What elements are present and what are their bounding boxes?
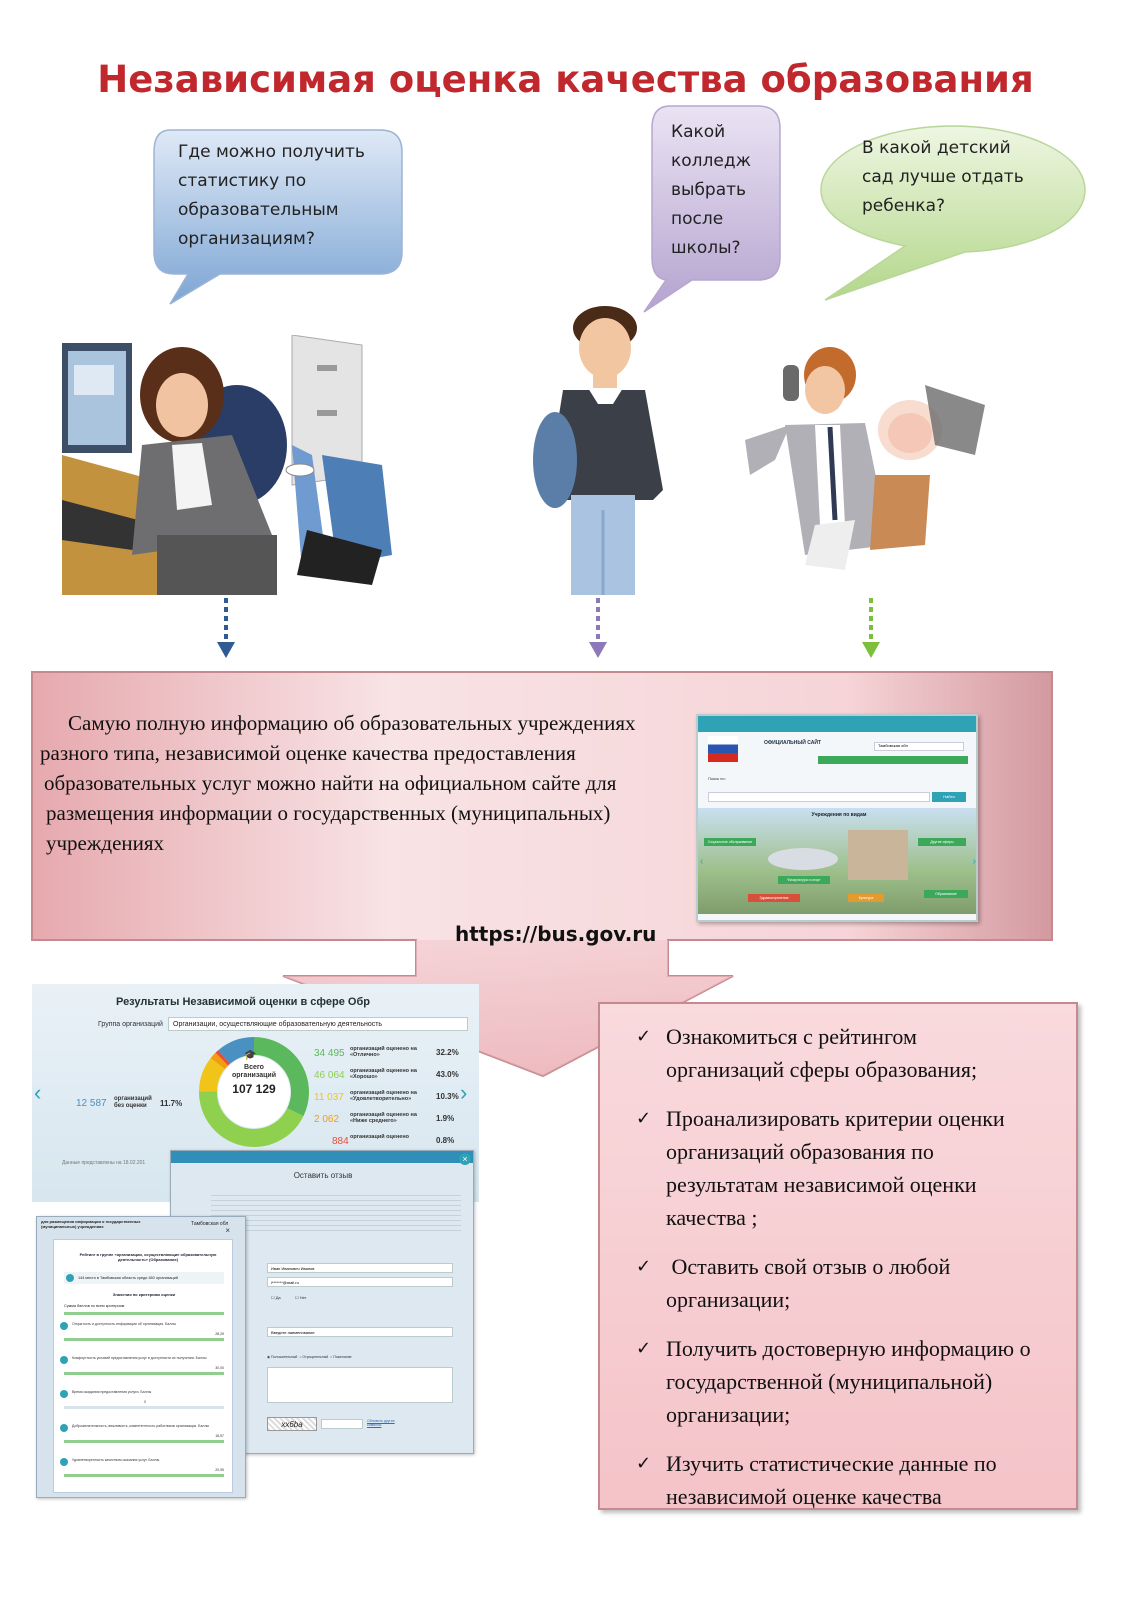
site-header: ОФИЦИАЛЬНЫЙ САЙТ	[764, 740, 822, 746]
check-icon: ✓	[636, 1026, 652, 1047]
group-label: Группа организаций	[98, 1021, 163, 1028]
criteria-row	[60, 1390, 228, 1420]
stat-count: 11 037	[314, 1092, 344, 1103]
stat-pct: 43.0%	[436, 1070, 459, 1079]
benefit-line: качества ;	[666, 1205, 758, 1230]
sum-label: Сумма баллов по всем критериям	[64, 1304, 125, 1308]
criteria-icon	[60, 1458, 68, 1466]
review-textarea[interactable]	[267, 1367, 453, 1403]
student-illustration	[533, 300, 673, 595]
no-rating-pct: 11.7%	[160, 1099, 183, 1108]
criteria-value: 18,57	[215, 1434, 224, 1438]
email-field[interactable]: i*******@mail.ru	[267, 1277, 453, 1287]
rating-popup	[53, 1226, 233, 1493]
benefit-line: результатам независимой оценки	[666, 1172, 977, 1197]
no-rating-label: организаций без оценки	[114, 1096, 152, 1109]
benefit-item	[636, 1020, 1096, 1086]
rating-place: 144 место в Тамбовская область среди 460 организаций	[64, 1272, 224, 1284]
rating-screenshot	[36, 1216, 246, 1498]
benefit-item	[636, 1332, 1096, 1431]
stat-label: организаций оценено	[350, 1134, 410, 1140]
review-type-radios[interactable]: ◉ Положительный ○ Отрицательный ○ Пожелание	[267, 1355, 352, 1359]
stat-count: 884	[332, 1136, 349, 1147]
benefit-line: Оставить свой отзыв о любой	[666, 1254, 951, 1279]
stat-label: организаций оценено на «Отлично»	[350, 1046, 417, 1058]
criteria-bar	[64, 1474, 224, 1477]
bubble-line: Где можно получить	[178, 142, 365, 162]
stat-pct: 1.9%	[436, 1114, 455, 1123]
rating-title: Рейтинг в группе «организации, осуществляющие образовательную деятельность» (Образование)	[79, 1252, 217, 1262]
check-icon: ✓	[636, 1256, 652, 1277]
check-icon: ✓	[636, 1108, 652, 1129]
criteria-icon	[60, 1356, 68, 1364]
criteria-label: Доброжелательность, вежливость, компетентность работников организации. Баллы	[72, 1424, 210, 1428]
site-search-label: Поиск по:	[708, 776, 726, 781]
criteria-label: Открытость и доступность информации об организации. Баллы	[72, 1322, 176, 1326]
bubble-mother-text	[862, 134, 1024, 221]
info-line: учреждениях	[46, 831, 165, 855]
chevron-left-icon[interactable]: ‹	[700, 856, 704, 867]
criteria-value: 28,29	[215, 1332, 224, 1336]
review-disclaimer	[211, 1191, 461, 1231]
criteria-value: 0	[144, 1400, 146, 1404]
stat-pct: 10.3%	[436, 1092, 459, 1101]
site-tile[interactable]: Социальное обслуживание	[704, 838, 756, 846]
site-screenshot	[696, 714, 978, 922]
group-select[interactable]: Организации, осуществляющие образовательную деятельность	[168, 1017, 468, 1031]
criteria-icon	[60, 1322, 68, 1330]
criteria-row	[60, 1356, 228, 1386]
stadium-shape	[768, 848, 838, 870]
stat-label: организаций оценено на «Удовлетворительно»	[350, 1090, 417, 1102]
graduation-cap-icon: 🎓	[244, 1050, 257, 1061]
review-top-bar	[171, 1151, 473, 1163]
bubble-line: выбрать	[671, 180, 747, 200]
radio-label: Пожелание	[333, 1355, 352, 1359]
criteria-title: Значения по критериям оценки	[112, 1292, 176, 1297]
stat-pct: 0.8%	[436, 1136, 455, 1145]
chevron-left-icon[interactable]: ‹	[34, 1080, 42, 1105]
captcha-image: xx6ba	[267, 1417, 317, 1431]
site-search-input[interactable]	[708, 792, 930, 802]
yes-checkbox[interactable]: ☐ Да	[271, 1295, 281, 1300]
date-note: Данные представлены на 18.02.201	[62, 1160, 146, 1166]
benefit-line: государственной (муниципальной)	[666, 1369, 993, 1394]
info-line: разного типа, независимой оценке качества предоставления	[40, 741, 576, 765]
no-checkbox[interactable]: ☐ Нет	[295, 1295, 307, 1300]
benefit-item	[636, 1102, 1096, 1234]
flag-icon	[708, 736, 738, 762]
bubble-line: статистику по	[178, 171, 307, 191]
benefit-line: организаций сферы образования;	[666, 1057, 978, 1082]
page-title: Независимая оценка качества образования	[97, 58, 1034, 101]
criteria-label: Комфортность условий предоставления услуг в доступности их получения. Баллы	[72, 1356, 207, 1360]
criteria-bar	[64, 1338, 224, 1341]
criteria-bar	[64, 1406, 224, 1409]
chevron-right-icon[interactable]: ›	[972, 856, 976, 867]
bubble-student-text	[671, 118, 751, 263]
bubble-line: после	[671, 209, 724, 229]
stat-row	[314, 1110, 474, 1132]
criteria-icon	[60, 1390, 68, 1398]
criteria-row	[60, 1424, 228, 1454]
stat-label: организаций оценено на «Хорошо»	[350, 1068, 417, 1080]
bubble-line: школы?	[671, 238, 741, 258]
info-line: размещения информации о государственных (муниципальных)	[46, 801, 611, 825]
site-region-select[interactable]: Тамбовская обл	[874, 742, 964, 751]
stat-row	[314, 1044, 474, 1066]
site-tile[interactable]: Здравоохранение	[748, 894, 800, 902]
bubble-worker-text	[178, 138, 365, 254]
criteria-icon	[60, 1424, 68, 1432]
benefit-line: Изучить статистические данные по	[666, 1451, 997, 1476]
donut-label: Всего организаций	[231, 1064, 277, 1079]
stat-pct: 32.2%	[436, 1048, 459, 1057]
info-line: образовательных услуг можно найти на официальном сайте для	[44, 771, 617, 795]
check-icon: ✓	[636, 1453, 652, 1474]
captcha-refresh-link[interactable]: Обновить другие символы	[367, 1419, 395, 1427]
bus-gov-url[interactable]: https://bus.gov.ru	[455, 922, 657, 946]
bubble-line: колледж	[671, 151, 751, 171]
captcha-input[interactable]	[321, 1419, 363, 1429]
benefit-line: Ознакомиться с рейтингом	[666, 1024, 917, 1049]
stat-label: организаций оценено на «Ниже среднего»	[350, 1112, 417, 1124]
bubble-line: сад лучше отдать	[862, 167, 1024, 187]
check-icon: ✓	[636, 1338, 652, 1359]
mother-with-baby-illustration	[745, 345, 1000, 575]
site-tile[interactable]: Другие сферы	[918, 838, 966, 846]
benefit-line: Проанализировать критерии оценки	[666, 1106, 1005, 1131]
no-label: Нет	[299, 1295, 307, 1300]
site-top-bar	[698, 716, 976, 732]
criteria-row	[60, 1458, 228, 1488]
site-banner-image	[698, 808, 978, 914]
benefit-line: организаций образования по	[666, 1139, 934, 1164]
rating-site-header: для размещения информации о государственных (муниципальных) учреждениях	[41, 1219, 141, 1229]
bubble-line: организациям?	[178, 229, 315, 249]
topic-field[interactable]: Введите наименование	[267, 1327, 453, 1337]
stat-row	[314, 1066, 474, 1088]
arrow-down-purple	[587, 598, 609, 660]
stat-row	[314, 1088, 474, 1110]
stat-count: 2 062	[314, 1114, 340, 1125]
arrow-down-blue	[215, 598, 237, 660]
benefit-line: организации;	[666, 1402, 791, 1427]
bubble-line: ребенка?	[862, 196, 946, 216]
info-line: Самую полную информацию об образовательных учреждениях	[68, 711, 636, 735]
stat-row	[314, 1132, 474, 1150]
donut-total: 107 129	[232, 1082, 276, 1096]
site-green-buttons	[818, 756, 968, 764]
results-title: Результаты Независимой оценки в сфере Обр	[116, 996, 370, 1008]
benefits-list	[636, 1020, 1096, 1529]
bubble-line: В какой детский	[862, 138, 1011, 158]
close-icon[interactable]: ×	[225, 1226, 230, 1235]
chevron-right-icon[interactable]: ›	[460, 1080, 468, 1105]
site-tile[interactable]: Культура	[848, 894, 884, 902]
yes-label: Да	[275, 1295, 281, 1300]
sum-bar	[64, 1312, 224, 1315]
info-paragraph	[40, 708, 690, 858]
stat-count: 34 495	[314, 1048, 345, 1059]
site-search-button[interactable]: Найти	[932, 792, 966, 802]
review-title: Оставить отзыв	[293, 1171, 353, 1180]
woman-office-worker-illustration	[62, 335, 397, 595]
bubble-line: Какой	[671, 122, 726, 142]
site-tile[interactable]: Физкультура и спорт	[778, 876, 830, 884]
benefit-item	[636, 1250, 1096, 1316]
site-banner-title: Учреждения по видам	[811, 812, 867, 818]
name-field[interactable]: Иван Иванович Иванов	[267, 1263, 453, 1273]
benefit-line: независимой оценке качества	[666, 1484, 942, 1509]
radio-label: Положительный	[271, 1355, 298, 1359]
benefit-line: организации;	[666, 1287, 791, 1312]
arrow-down-green	[860, 598, 882, 660]
radio-label: Отрицательный	[302, 1355, 329, 1359]
no-rating-count: 12 587	[76, 1098, 107, 1109]
benefit-line: Получить достоверную информацию о	[666, 1336, 1031, 1361]
criteria-value: 20,95	[215, 1468, 224, 1472]
criteria-bar	[64, 1440, 224, 1443]
building-shape	[848, 830, 908, 880]
rating-region: Тамбовская обл	[191, 1221, 229, 1227]
benefit-item	[636, 1447, 1096, 1513]
criteria-label: Удовлетворенность качеством оказания услуг. Баллы	[72, 1458, 160, 1462]
stats-list	[314, 1044, 474, 1150]
criteria-bar	[64, 1372, 224, 1375]
close-icon[interactable]: ×	[459, 1153, 471, 1165]
criteria-row	[60, 1322, 228, 1352]
criteria-value: 30,00	[215, 1366, 224, 1370]
site-tile[interactable]: Образование	[924, 890, 968, 898]
stat-count: 46 064	[314, 1070, 345, 1081]
criteria-label: Время ожидания предоставления услуги. Баллы	[72, 1390, 152, 1394]
rating-place-icon	[66, 1274, 74, 1282]
bubble-line: образовательным	[178, 200, 339, 220]
